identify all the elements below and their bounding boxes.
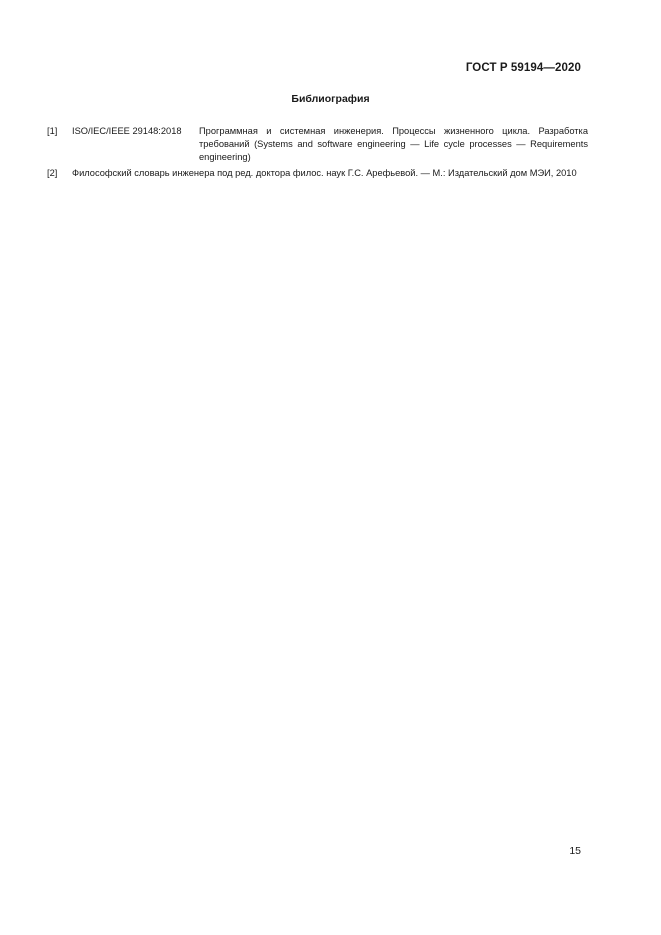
bibliography-entry	[47, 167, 588, 180]
standard-code: ISO/IEC/IEEE 29148:2018	[72, 126, 182, 136]
entry-body	[72, 125, 588, 164]
entry-number: [2]	[47, 168, 58, 178]
bibliography-list	[47, 125, 588, 183]
entry-text: Философский словарь инженера под ред. доктора филос. наук Г.С. Арефьевой. — М.: Издательский дом МЭИ, 2010	[72, 168, 577, 178]
page-number: 15	[569, 845, 581, 857]
standard-title: Программная и системная инженерия. Процессы жизненного цикла. Разработка требований (Systems and software engineering — Life cycle processes — Requirements engineering)	[199, 126, 588, 162]
bibliography-entry	[47, 125, 588, 164]
document-code: ГОСТ Р 59194—2020	[465, 62, 581, 74]
section-title: Библиография	[291, 93, 370, 105]
entry-number: [1]	[47, 126, 58, 136]
